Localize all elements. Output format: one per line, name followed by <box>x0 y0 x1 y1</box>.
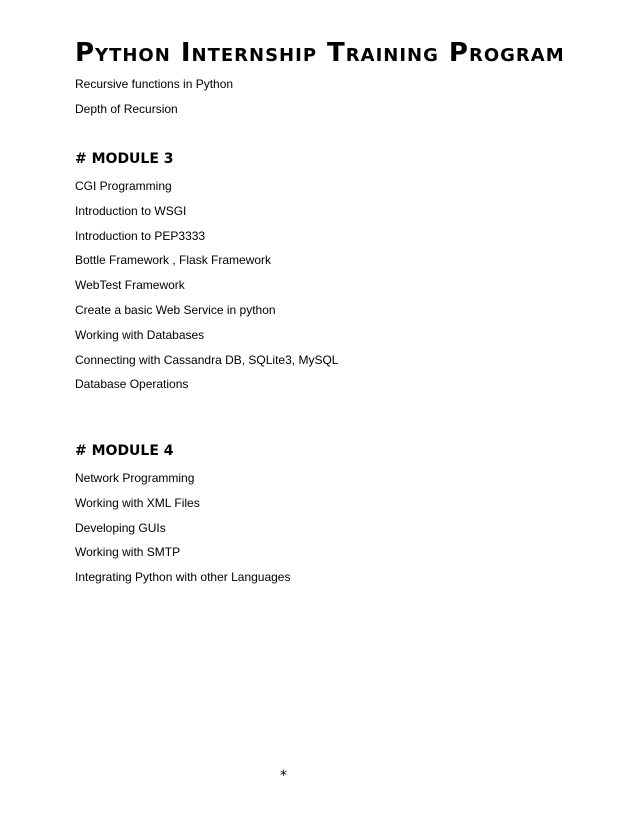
topic-item: Introduction to WSGI <box>75 204 187 218</box>
topic-item: Working with Databases <box>75 328 205 342</box>
topic-item: Bottle Framework , Flask Framework <box>75 253 272 267</box>
page-title: Python Internship Training Program <box>75 38 565 68</box>
topic-item: Database Operations <box>75 377 189 391</box>
topic-item: Depth of Recursion <box>75 102 178 116</box>
topic-item: Recursive functions in Python <box>75 77 234 91</box>
topic-item: CGI Programming <box>75 179 172 193</box>
topic-item: Create a basic Web Service in python <box>75 303 276 317</box>
topic-item: Connecting with Cassandra DB, SQLite3, MySQL <box>75 353 339 367</box>
footer-mark: * <box>280 768 287 784</box>
topic-item: Working with SMTP <box>75 545 181 559</box>
topic-item: Developing GUIs <box>75 521 166 535</box>
topic-item: WebTest Framework <box>75 278 185 292</box>
topic-item: Working with XML Files <box>75 496 200 510</box>
topic-item: Integrating Python with other Languages <box>75 570 291 584</box>
topic-item: Introduction to PEP3333 <box>75 229 206 243</box>
module-4-heading: # MODULE 4 <box>75 443 174 459</box>
module-3-heading: # MODULE 3 <box>75 151 174 167</box>
topic-item: Network Programming <box>75 471 195 485</box>
